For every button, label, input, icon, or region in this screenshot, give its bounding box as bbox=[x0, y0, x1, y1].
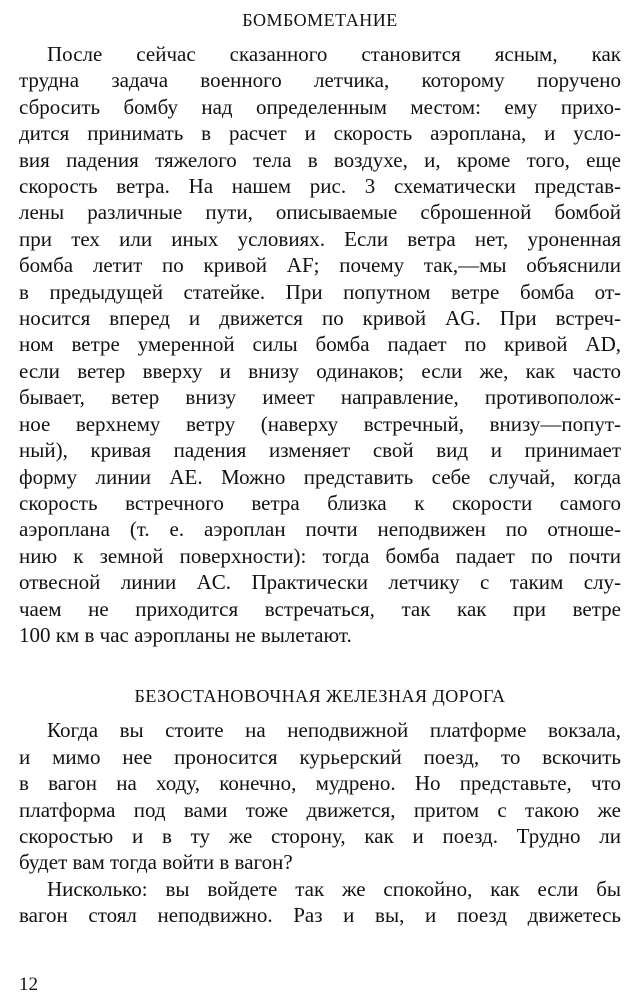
text-line: ный), кривая падения изменяет свой вид и принимает bbox=[19, 438, 621, 463]
paragraph bbox=[19, 717, 621, 875]
text-line: аэроплана (т. е. аэроплан почти неподвижен по отноше- bbox=[19, 517, 621, 542]
text-line: бомба летит по кривой AF; почему так,—мы объяснили bbox=[19, 253, 621, 278]
book-page bbox=[19, 10, 621, 994]
text-line: сбросить бомбу над определенным местом: ему прихо- bbox=[19, 94, 621, 119]
text-line: Когда вы стоите на неподвижной платформе вокзала, bbox=[47, 718, 621, 743]
text-line: носится вперед и движется по кривой AG. При встреч- bbox=[19, 306, 621, 331]
text-line: скорость ветра. На нашем рис. 3 схематически представ- bbox=[19, 174, 621, 199]
text-line: нию к земной поверхности): тогда бомба падает по почти bbox=[19, 543, 621, 568]
text-line: трудна задача военного летчика, которому поручено bbox=[19, 68, 621, 93]
text-line: После сейчас сказанного становится ясным, как bbox=[47, 42, 621, 66]
paragraph bbox=[19, 41, 621, 648]
text-line: бывает, ветер внизу имеет направление, противополож- bbox=[19, 385, 621, 410]
text-line: будет вам тогда войти в вагон? bbox=[19, 850, 293, 875]
text-line: Нисколько: вы войдете так же спокойно, как если бы bbox=[47, 876, 621, 901]
text-line: ное верхнему ветру (наверху встречный, внизу—попут- bbox=[19, 411, 621, 436]
section-title: БЕЗОСТАНОВОЧНАЯ ЖЕЛЕЗНАЯ ДОРОГА bbox=[134, 686, 506, 707]
section-title: БОМБОМЕТАНИЕ bbox=[242, 10, 398, 30]
text-line: форму линии AE. Можно представить себе случай, когда bbox=[19, 464, 621, 489]
text-line: в предыдущей статейке. При попутном ветре бомба от- bbox=[19, 279, 621, 304]
text-line: при тех или иных условиях. Если ветра нет, уроненная bbox=[19, 226, 621, 251]
paragraph bbox=[19, 876, 621, 929]
text-line: скорость встречного ветра близка к скорости самого bbox=[19, 490, 621, 515]
text-line: и мимо нее проносится курьерский поезд, то вскочить bbox=[19, 744, 621, 769]
text-line: в вагон на ходу, конечно, мудрено. Но представьте, что bbox=[19, 771, 621, 796]
text-line: платформа под вами тоже движется, притом с такою же bbox=[19, 797, 621, 822]
text-line: ном ветре умеренной силы бомба падает по кривой AD, bbox=[19, 332, 621, 357]
text-line: чаем не приходится встречаться, так как при ветре bbox=[19, 596, 621, 621]
text-line: если ветер вверху и внизу одинаков; если же, как часто bbox=[19, 358, 621, 383]
text-line: вагон стоял неподвижно. Раз и вы, и поезд движетесь bbox=[19, 903, 621, 928]
section-nonstop-railway bbox=[19, 686, 621, 928]
text-line: скоростью и в ту же сторону, как и поезд. Трудно ли bbox=[19, 823, 621, 848]
text-line: дится принимать в расчет и скорость аэроплана, и усло- bbox=[19, 121, 621, 146]
text-line: 100 км в час аэропланы не вылетают. bbox=[19, 622, 352, 647]
text-line: лены различные пути, описываемые сброшенной бомбой bbox=[19, 200, 621, 225]
section-bombing bbox=[19, 10, 621, 648]
page-number: 12 bbox=[19, 974, 38, 995]
text-line: отвесной линии AC. Практически летчику с таким слу- bbox=[19, 570, 621, 595]
text-line: вия падения тяжелого тела в воздухе, и, кроме того, еще bbox=[19, 147, 621, 172]
